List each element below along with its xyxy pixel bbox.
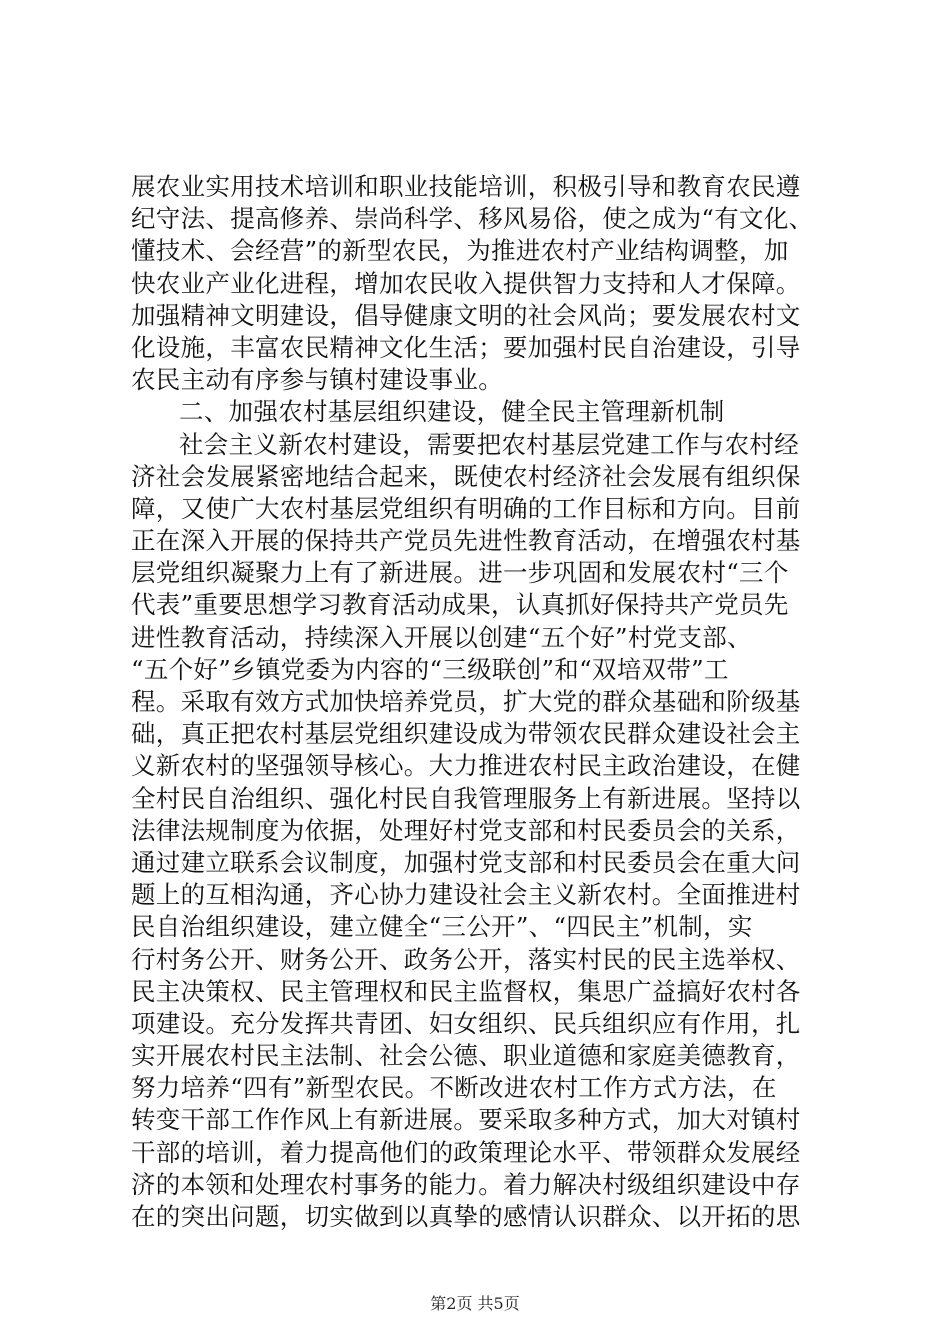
text-line: 农民主动有序参与镇村建设事业。 xyxy=(131,365,503,395)
text-line: 实开展农村民主法制、社会公德、职业道德和家庭美德教育， xyxy=(131,1041,801,1071)
text-line: 义新农村的坚强领导核心。大力推进农村民主政治建设，在健 xyxy=(131,751,801,781)
text-line: 干部的培训，着力提高他们的政策理论水平、带领群众发展经 xyxy=(131,1137,801,1167)
text-line: 正在深入开展的保持共产党员先进性教育活动，在增强农村基 xyxy=(131,526,801,556)
text-line: 项建设。充分发挥共青团、妇女组织、民兵组织应有作用，扎 xyxy=(131,1008,801,1038)
page-number: 第2页 共5页 xyxy=(430,1294,520,1313)
text-line: 民自治组织建设，建立健全“三公开”、“四民主”机制，实 xyxy=(131,912,753,942)
text-line: 全村民自治组织、强化村民自我管理服务上有新进展。坚持以 xyxy=(131,783,801,813)
text-line: 层党组织凝聚力上有了新进展。进一步巩固和发展农村“三个 xyxy=(131,558,789,588)
text-line: 通过建立联系会议制度，加强村党支部和村民委员会在重大问 xyxy=(131,847,801,877)
text-line: “五个好”乡镇党委为内容的“三级联创”和“双培双带”工 xyxy=(131,654,729,684)
text-line: 济社会发展紧密地结合起来，既使农村经济社会发展有组织保 xyxy=(131,461,801,491)
document-body xyxy=(131,171,950,1233)
text-line: 础，真正把农村基层党组织建设成为带领农民群众建设社会主 xyxy=(131,719,801,749)
page-footer xyxy=(0,1291,950,1314)
text-line: 代表”重要思想学习教育活动成果，认真抓好保持共产党员先 xyxy=(131,590,789,620)
text-line: 在的突出问题，切实做到以真挚的感情认识群众、以开拓的思 xyxy=(131,1202,801,1231)
text-line: 障，又使广大农村基层党组织有明确的工作目标和方向。目前 xyxy=(131,493,801,523)
text-line: 懂技术、会经营”的新型农民，为推进农村产业结构调整，加 xyxy=(131,236,789,266)
text-line: 纪守法、提高修养、崇尚科学、移风易俗，使之成为“有文化、 xyxy=(131,204,814,234)
text-line: 转变干部工作作风上有新进展。要采取多种方式，加大对镇村 xyxy=(131,1105,801,1135)
text-line: 进性教育活动，持续深入开展以创建“五个好”村党支部、 xyxy=(131,622,752,652)
paragraph-start-line: 社会主义新农村建设，需要把农村基层党建工作与农村经 xyxy=(179,429,799,459)
text-line: 加强精神文明建设，倡导健康文明的社会风尚；要发展农村文 xyxy=(131,300,801,330)
text-line: 化设施，丰富农民精神文化生活；要加强村民自治建设，引导 xyxy=(131,332,801,362)
text-line: 济的本领和处理农村事务的能力。着力解决村级组织建设中存 xyxy=(131,1169,801,1199)
text-line: 快农业产业化进程，增加农民收入提供智力支持和人才保障。 xyxy=(131,268,801,298)
text-line: 法律法规制度为依据，处理好村党支部和村民委员会的关系， xyxy=(131,815,801,845)
text-line: 展农业实用技术培训和职业技能培训，积极引导和教育农民遵 xyxy=(131,172,801,201)
text-line: 民主决策权、民主管理权和民主监督权，集思广益搞好农村各 xyxy=(131,976,801,1006)
section-heading: 二、加强农村基层组织建设，健全民主管理新机制 xyxy=(179,397,725,427)
text-line: 题上的互相沟通，齐心协力建设社会主义新农村。全面推进村 xyxy=(131,880,801,910)
text-line: 程。采取有效方式加快培养党员，扩大党的群众基础和阶级基 xyxy=(131,687,801,716)
text-line: 行村务公开、财务公开、政务公开，落实村民的民主选举权、 xyxy=(131,944,801,974)
text-line: 努力培养“四有”新型农民。不断改进农村工作方式方法，在 xyxy=(131,1073,777,1103)
